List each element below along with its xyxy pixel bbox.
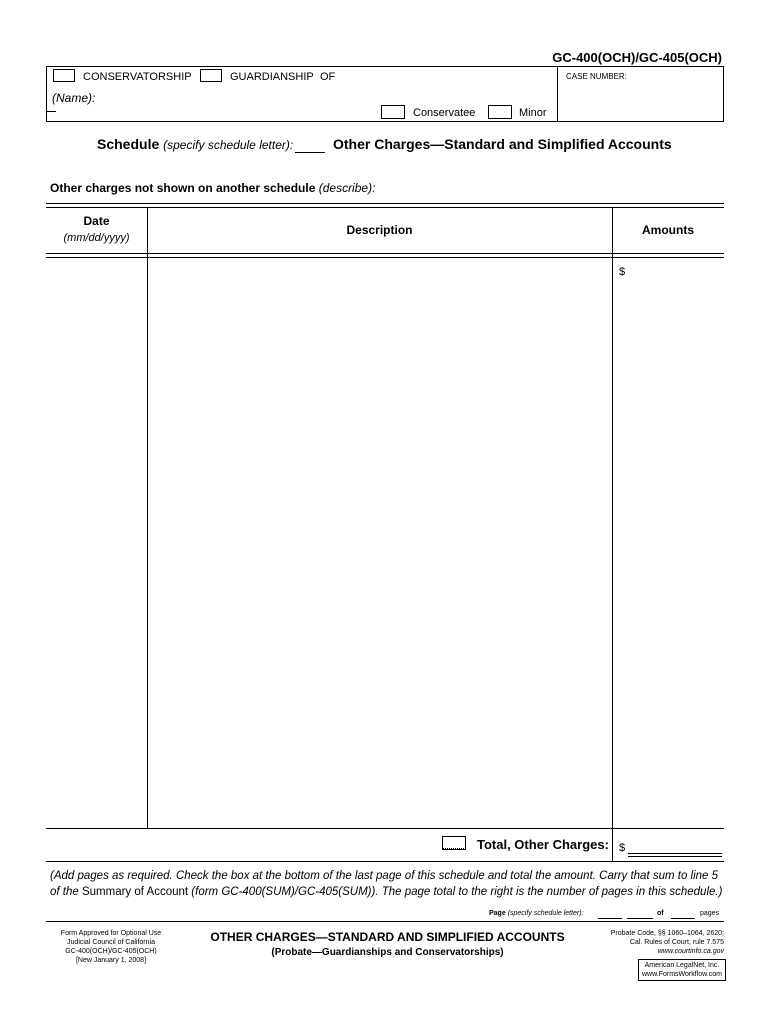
total-underline-2	[628, 856, 722, 857]
table-header-line-1	[46, 253, 724, 254]
footer-left-line-2: Judicial Council of California	[67, 939, 155, 946]
footer-right-line-2: Cal. Rules of Court, rule 7.575	[629, 939, 724, 946]
note-form-reference: (form GC-400(SUM)/GC-405(SUM)). The page total to the right is the number of pages in this schedule.)	[191, 886, 723, 898]
name-field[interactable]	[110, 90, 550, 106]
name-tick	[46, 111, 56, 112]
schedule-letter-field[interactable]	[295, 152, 325, 153]
case-number-field[interactable]	[560, 84, 720, 118]
conservatorship-checkbox[interactable]	[53, 69, 75, 82]
date-format-label: (mm/dd/yyyy)	[63, 232, 130, 244]
footer-title: OTHER CHARGES—STANDARD AND SIMPLIFIED ACCOUNTS	[210, 930, 565, 944]
schedule-title: Other Charges—Standard and Simplified Accounts	[333, 136, 672, 152]
footer-left-line-1: Form Approved for Optional Use	[60, 930, 162, 937]
instructions-note-line1: (Add pages as required. Check the box at the bottom of the last page of this schedule and total the amount. Carry that sum to line 5	[50, 870, 719, 882]
guardianship-label: GUARDIANSHIP	[230, 71, 314, 83]
page-total-field[interactable]	[671, 918, 695, 919]
vendor-name: American LegalNet, Inc.	[644, 962, 720, 969]
caption-right-border	[723, 66, 724, 122]
name-label: (Name):	[52, 91, 96, 105]
footer-subtitle: (Probate—Guardianships and Conservatorships)	[271, 947, 504, 958]
table-col-divider-2	[612, 208, 613, 828]
description-column-field[interactable]	[149, 260, 610, 826]
footer-left	[46, 929, 176, 965]
page-label: Page	[489, 910, 506, 917]
caption-divider	[557, 66, 558, 122]
vendor-website-link[interactable]: www.FormsWorkflow.com	[642, 971, 722, 978]
total-bottom-line	[46, 861, 724, 862]
pages-label: pages	[700, 910, 720, 917]
caption-top-border	[46, 66, 724, 67]
date-column-field[interactable]	[48, 260, 145, 826]
table-col-divider-1	[147, 208, 148, 828]
caption-left-border	[46, 66, 47, 122]
total-label: Total, Other Charges:	[477, 837, 609, 852]
conservatee-checkbox[interactable]	[381, 105, 405, 119]
conservatee-label: Conservatee	[413, 107, 476, 119]
page-specify-text: (specify schedule letter):	[507, 910, 584, 917]
amounts-column-field[interactable]	[628, 262, 722, 826]
note-of-the: of the	[50, 886, 79, 898]
schedule-label: Schedule	[97, 136, 160, 152]
form-number: GC-400(OCH)/GC-405(OCH)	[552, 50, 722, 65]
footer-left-line-4: [New January 1, 2008]	[75, 957, 147, 964]
description-header: Description	[346, 223, 413, 237]
caption-bottom-border	[46, 121, 724, 122]
schedule-heading	[97, 136, 293, 152]
describe-prompt	[50, 181, 375, 195]
describe-prompt-bold: Other charges not shown on another schedule	[50, 181, 316, 195]
schedule-specify-text: (specify schedule letter):	[163, 138, 294, 152]
table-header-line-2	[46, 257, 724, 258]
total-divider	[612, 828, 613, 861]
table-bottom-line	[46, 828, 724, 829]
guardianship-checkbox[interactable]	[200, 69, 222, 82]
total-underline-1	[628, 853, 722, 854]
minor-label: Minor	[519, 107, 547, 119]
page-of-label: of	[657, 910, 664, 917]
conservatorship-label: CONSERVATORSHIP	[83, 71, 192, 83]
amounts-dollar-sign: $	[619, 266, 626, 278]
instructions-note-line2	[50, 886, 722, 898]
of-label: OF	[320, 71, 336, 83]
page-schedule-letter-field[interactable]	[598, 918, 622, 919]
last-page-checkbox-dots	[442, 848, 466, 849]
describe-prompt-italic: (describe):	[318, 181, 376, 195]
footer-website-link[interactable]: www.courtinfo.ca.gov	[657, 948, 724, 955]
total-dollar-sign: $	[619, 842, 626, 854]
total-amount-field[interactable]	[628, 834, 722, 852]
minor-checkbox[interactable]	[488, 105, 512, 119]
page-number-field[interactable]	[627, 918, 653, 919]
table-top-line-1	[46, 203, 724, 204]
amounts-header: Amounts	[642, 223, 694, 237]
date-header: Date	[83, 214, 110, 228]
case-number-label: CASE NUMBER:	[566, 72, 627, 81]
footer-right	[611, 929, 724, 956]
footer-left-line-3: GC-400(OCH)/GC-405(OCH)	[65, 948, 157, 955]
footer-top-line	[46, 921, 724, 922]
vendor-box	[638, 959, 726, 981]
note-summary-of-account: Summary of Account	[81, 886, 189, 898]
page-line	[489, 910, 584, 917]
footer-right-line-1: Probate Code, §§ 1060–1064, 2620;	[610, 930, 724, 937]
